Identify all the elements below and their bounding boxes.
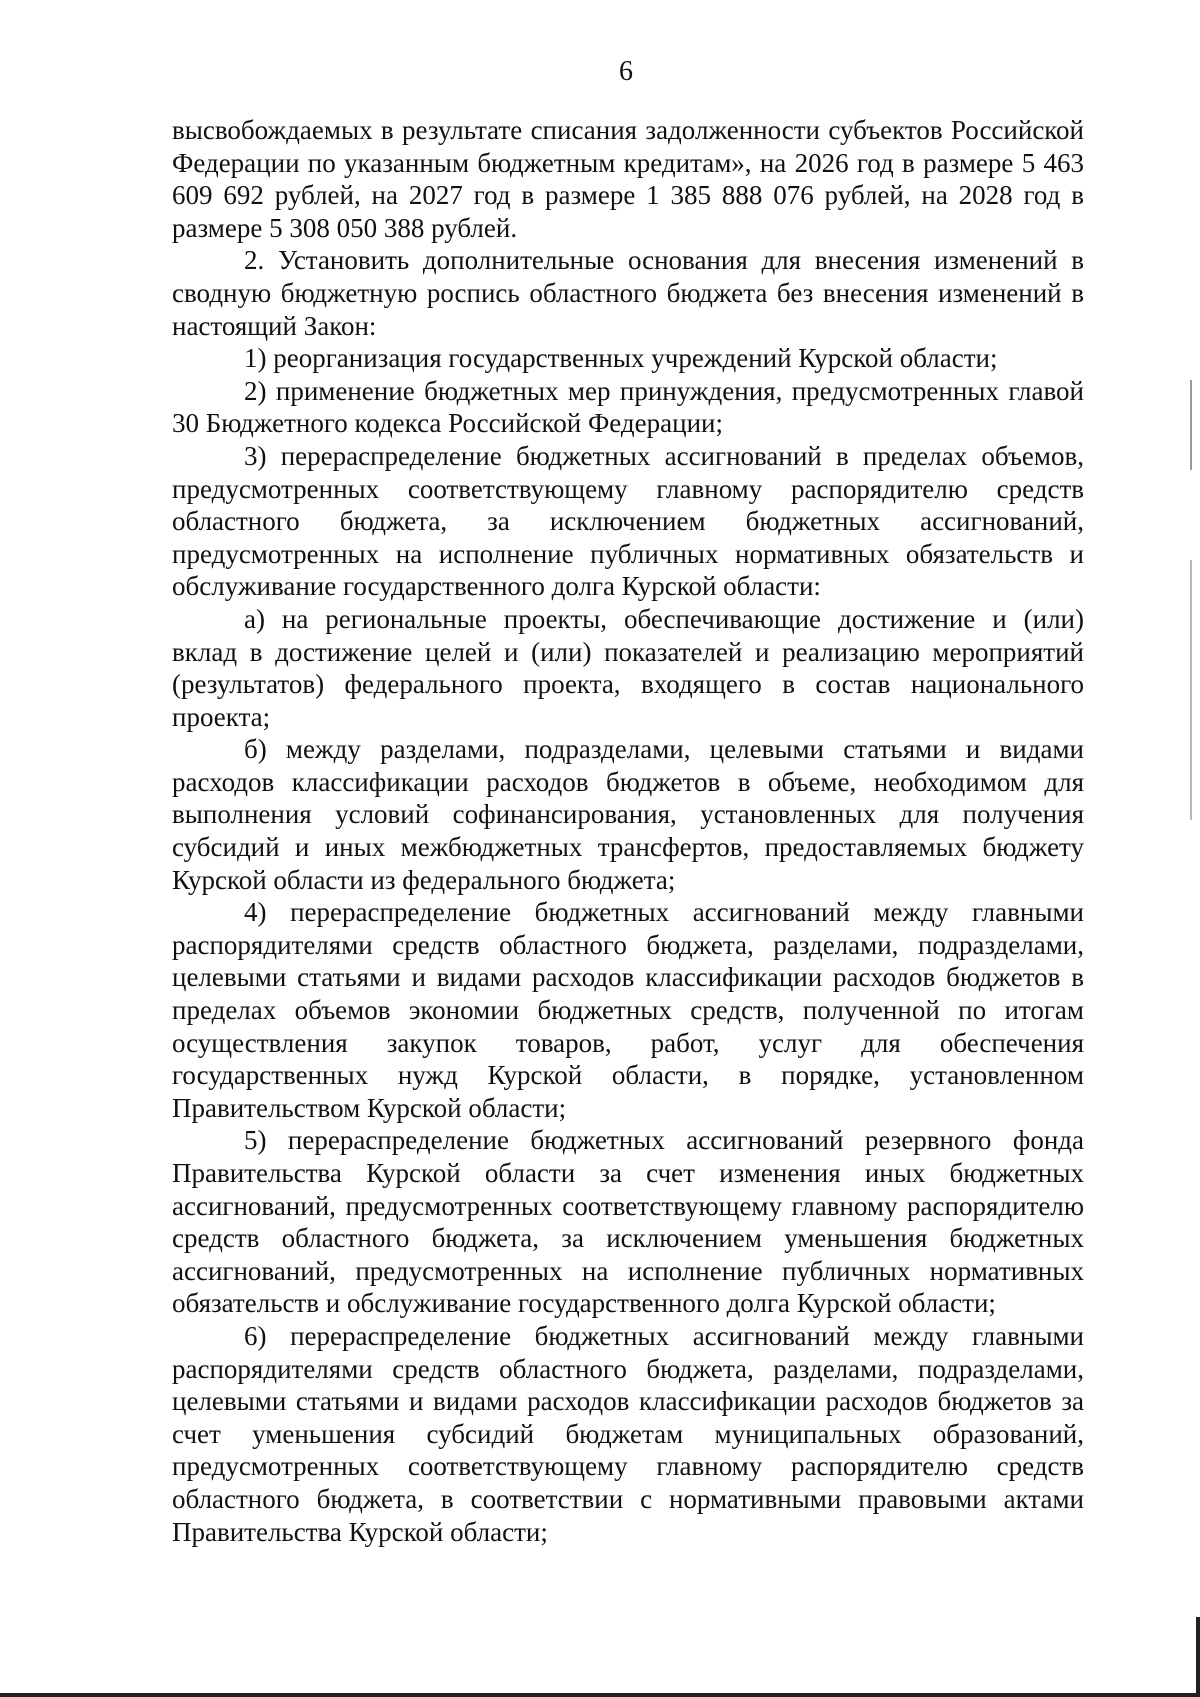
paragraph-subitem-5: 5) перераспределение бюджетных ассигнований резервного фонда Правительства Курской области за счет изменения иных бюджетных ассигнований, предусмотренных соответствующему главному распорядителю средств областного бюджета, за исключением уменьшения бюджетных ассигнований, предусмотренных на исполнение публичных нормативных обязательств и обслуживание государственного долга Курской области; bbox=[172, 1125, 1084, 1319]
page-number: 6 bbox=[619, 56, 633, 87]
paragraph-subitem-3b: б) между разделами, подразделами, целевыми статьями и видами расходов классификации расходов бюджетов в объеме, необходимом для выполнения условий софинансирования, установленных для получения субсидий и иных межбюджетных трансфертов, предоставляемых бюджету Курской области из федерального бюджета; bbox=[172, 734, 1084, 895]
scan-edge-mark bbox=[1190, 380, 1192, 470]
scan-border-bottom bbox=[0, 1693, 1200, 1697]
paragraph-continuation: высвобождаемых в результате списания задолженности субъектов Российской Федерации по указанным бюджетным кредитам», на 2026 год в размере 5 463 609 692 рублей, на 2027 год в размере 1 385 888 076 рублей, на 2028 год в размере 5 308 050 388 рублей. bbox=[172, 115, 1084, 243]
document-body bbox=[172, 114, 1084, 1548]
scan-border-corner bbox=[1196, 1617, 1200, 1697]
paragraph-subitem-1: 1) реорганизация государственных учреждений Курской области; bbox=[244, 343, 998, 374]
scan-edge-mark bbox=[1190, 560, 1192, 820]
paragraph-subitem-3a: а) на региональные проекты, обеспечивающие достижение и (или) вклад в достижение целей и (или) показателей и реализацию мероприятий (результатов) федерального проекта, входящего в состав национального проекта; bbox=[172, 603, 1084, 732]
paragraph-subitem-6: 6) перераспределение бюджетных ассигнований между главными распорядителями средств областного бюджета, разделами, подразделами, целевыми статьями и видами расходов классификации расходов бюджетов за счет уменьшения субсидий бюджетам муниципальных образований, предусмотренных соответствующему главному распорядителю средств областного бюджета, в соответствии с нормативными правовыми актами Правительства Курской области; bbox=[172, 1320, 1084, 1547]
paragraph-subitem-4: 4) перераспределение бюджетных ассигнований между главными распорядителями средств областного бюджета, разделами, подразделами, целевыми статьями и видами расходов классификации расходов бюджетов в пределах объемов экономии бюджетных средств, полученной по итогам осуществления закупок товаров, работ, услуг для обеспечения государственных нужд Курской области, в порядке, установленном Правительством Курской области; bbox=[172, 897, 1084, 1123]
paragraph-subitem-2: 2) применение бюджетных мер принуждения, предусмотренных главой 30 Бюджетного кодекса Российской Федерации; bbox=[172, 375, 1084, 439]
paragraph-item-2: 2. Установить дополнительные основания для внесения изменений в сводную бюджетную роспись областного бюджета без внесения изменений в настоящий Закон: bbox=[172, 245, 1084, 341]
paragraph-subitem-3: 3) перераспределение бюджетных ассигнований в пределах объемов, предусмотренных соответствующему главному распорядителю средств областного бюджета, за исключением бюджетных ассигнований, предусмотренных на исполнение публичных нормативных обязательств и обслуживание государственного долга Курской области: bbox=[172, 440, 1084, 602]
